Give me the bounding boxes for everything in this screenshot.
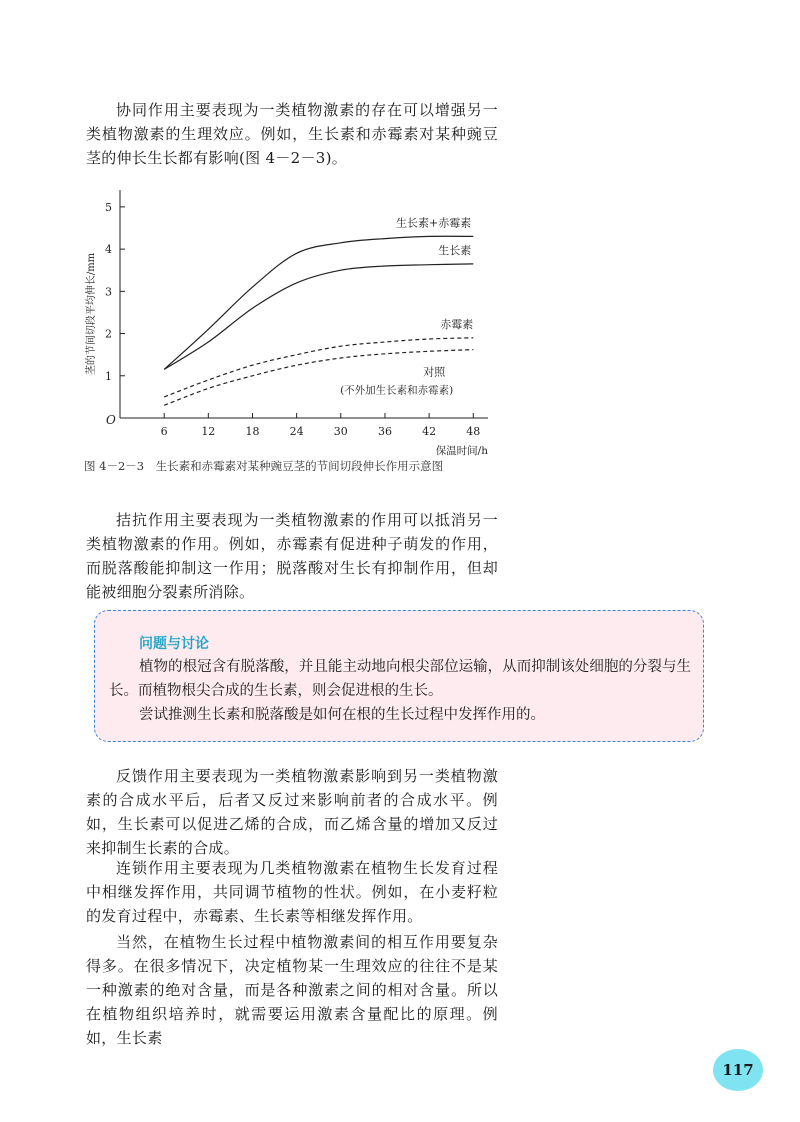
series-label-1: 生长素 [438,243,472,257]
series-label-0: 生长素+赤霉素 [396,216,472,230]
y-tick-label: 2 [105,327,112,341]
x-tick-label: 24 [289,425,304,438]
x-tick-label: 18 [245,425,260,438]
x-tick-label: 30 [333,425,348,438]
x-tick-label: 42 [422,425,437,438]
discussion-paragraph-1: 植物的根冠含有脱落酸，并且能主动地向根尖部位运输，从而抑制该处细胞的分裂与生长。而植物根尖合成的生长素，则会促进根的生长。 [109,659,691,699]
x-tick-label: 12 [201,425,216,438]
x-tick-label: 6 [160,425,168,438]
series-label-3: 对照 [423,365,446,379]
figure-4-2-3 [84,186,524,486]
discussion-paragraph-2: 尝试推测生长素和脱落酸是如何在根的生长过程中发挥作用的。 [139,707,545,723]
y-tick-label: 4 [105,243,112,257]
paragraph-synergy: 协同作用主要表现为一类植物激素的存在可以增强另一类植物激素的生理效应。例如，生长素和赤霉素对某种豌豆茎的伸长生长都有影响(图 4－2－3)。 [86,101,498,167]
series-line-1 [164,264,473,370]
page-number-badge: 117 [713,1049,763,1091]
figure-caption: 图 4－2－3 生长素和赤霉素对某种豌豆茎的节间切段伸长作用示意图 [84,459,444,473]
series-label-2: 赤霉素 [440,317,474,331]
paragraph-feedback: 反馈作用主要表现为一类植物激素影响到另一类植物激素的合成水平后，后者又反过来影响前者的合成水平。例如，生长素可以促进乙烯的合成，而乙烯含量的增加又反过来抑制生长素的合成。 [86,767,498,857]
y-tick-label: 1 [105,369,112,383]
y-axis-title: 茎的节间切段平均伸长/mm [86,252,97,376]
y-tick-label: 3 [105,285,112,299]
discussion-box [94,610,704,742]
origin-label: O [106,413,116,427]
x-tick-label: 48 [466,425,481,438]
control-note: (不外加生长素和赤霉素) [340,384,454,397]
y-tick-label: 5 [105,200,112,214]
growth-chart [84,186,524,456]
paragraph-chain: 连锁作用主要表现为几类植物激素在植物生长发育过程中相继发挥作用，共同调节植物的性状。例如，在小麦籽粒的发育过程中，赤霉素、生长素等相继发挥作用。 [86,859,498,925]
paragraph-relative-content: 当然，在植物生长过程中植物激素间的相互作用要复杂得多。在很多情况下，决定植物某一生理效应的往往不是某一种激素的绝对含量，而是各种激素之间的相对含量。所以在植物组织培养时，就需要运用激素含量配比的原理。例如，生长素 [86,933,498,1047]
x-tick-label: 36 [377,425,392,438]
x-axis-title: 保温时间/h [435,445,488,456]
paragraph-antagonism: 拮抗作用主要表现为一类植物激素的作用可以抵消另一类植物激素的作用。例如，赤霉素有促进种子萌发的作用，而脱落酸能抑制这一作用；脱落酸对生长有抑制作用，但却能被细胞分裂素所消除。 [86,511,498,601]
discussion-title: 问题与讨论 [139,636,209,652]
